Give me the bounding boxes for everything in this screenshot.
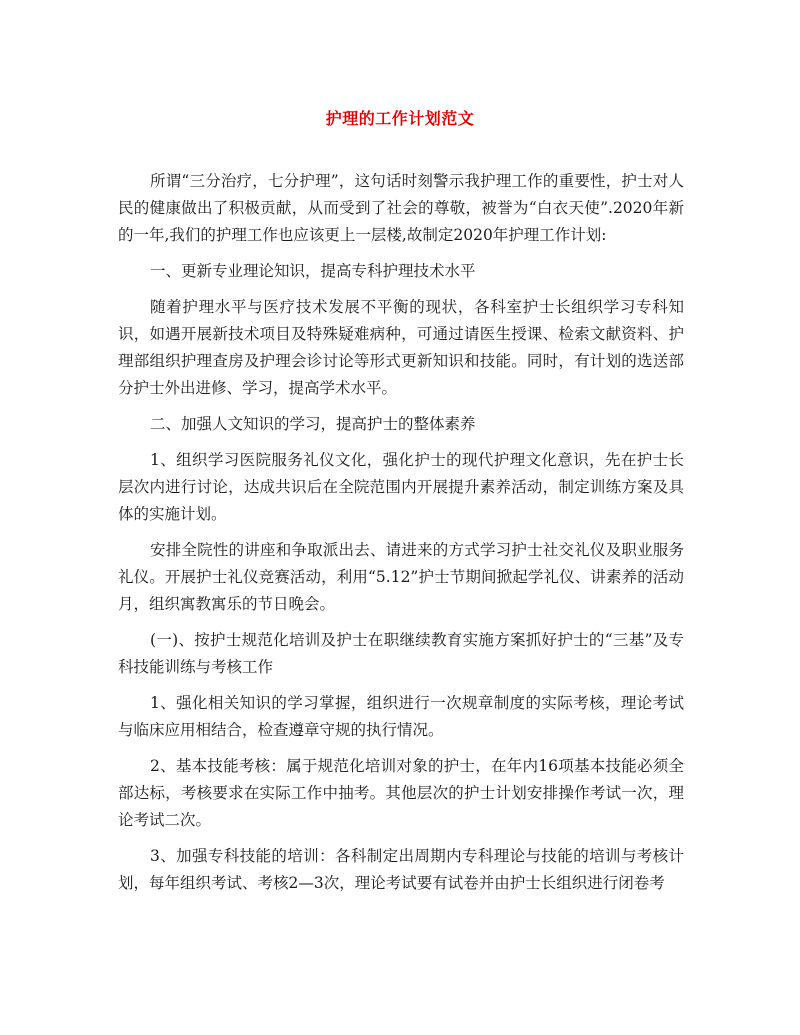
document-title: 护理的工作计划范文 <box>325 109 475 128</box>
paragraph: 随着护理水平与医疗技术发展不平衡的现状，各科室护士长组织学习专科知识，如遇开展新技术项目及特殊疑难病种，可通过请医生授课、检索文献资料、护理部组织护理查房及护理会诊讨论等形式更新知识和技能。同时，有计划的选送部分护士外出进修、学习，提高学术水平。 <box>118 298 684 397</box>
paragraph: 1、强化相关知识的学习掌握，组织进行一次规章制度的实际考核，理论考试与临床应用相结合，检查遵章守规的执行情况。 <box>118 694 684 739</box>
paragraph: 2、基本技能考核：属于规范化培训对象的护士，在年内16项基本技能必须全部达标，考核要求在实际工作中抽考。其他层次的护士计划安排操作考试一次，理论考试二次。 <box>118 757 684 829</box>
paragraph: 3、加强专科技能的培训：各科制定出周期内专科理论与技能的培训与考核计划，每年组织考试、考核2—3次，理论考试要有试卷并由护士长组织进行闭卷考 <box>118 847 684 892</box>
paragraph-intro: 所谓“三分治疗，七分护理”，这句话时刻警示我护理工作的重要性，护士对人民的健康做出了积极贡献，从而受到了社会的尊敬，被誉为“白衣天使”.2020年新的一年,我们的护理工作也应该更上一层楼,故制定2020年护理工作计划: <box>118 172 684 244</box>
paragraph: 安排全院性的讲座和争取派出去、请进来的方式学习护士社交礼仪及职业服务礼仪。开展护士礼仪竞赛活动，利用“5.12”护士节期间掀起学礼仪、讲素养的活动月，组织寓教寓乐的节日晚会。 <box>118 541 684 613</box>
section-heading-2: 二、加强人文知识的学习，提高护士的整体素养 <box>150 415 476 433</box>
document-body <box>118 168 684 906</box>
paragraph: 1、组织学习医院服务礼仪文化，强化护士的现代护理文化意识，先在护士长层次内进行讨论，达成共识后在全院范围内开展提升素养活动，制定训练方案及具体的实施计划。 <box>118 451 684 523</box>
subsection-heading-1: (一)、按护士规范化培训及护士在职继续教育实施方案抓好护士的“三基”及专科技能训练与考核工作 <box>118 631 684 676</box>
section-heading-1: 一、更新专业理论知识，提高专科护理技术水平 <box>150 262 476 280</box>
